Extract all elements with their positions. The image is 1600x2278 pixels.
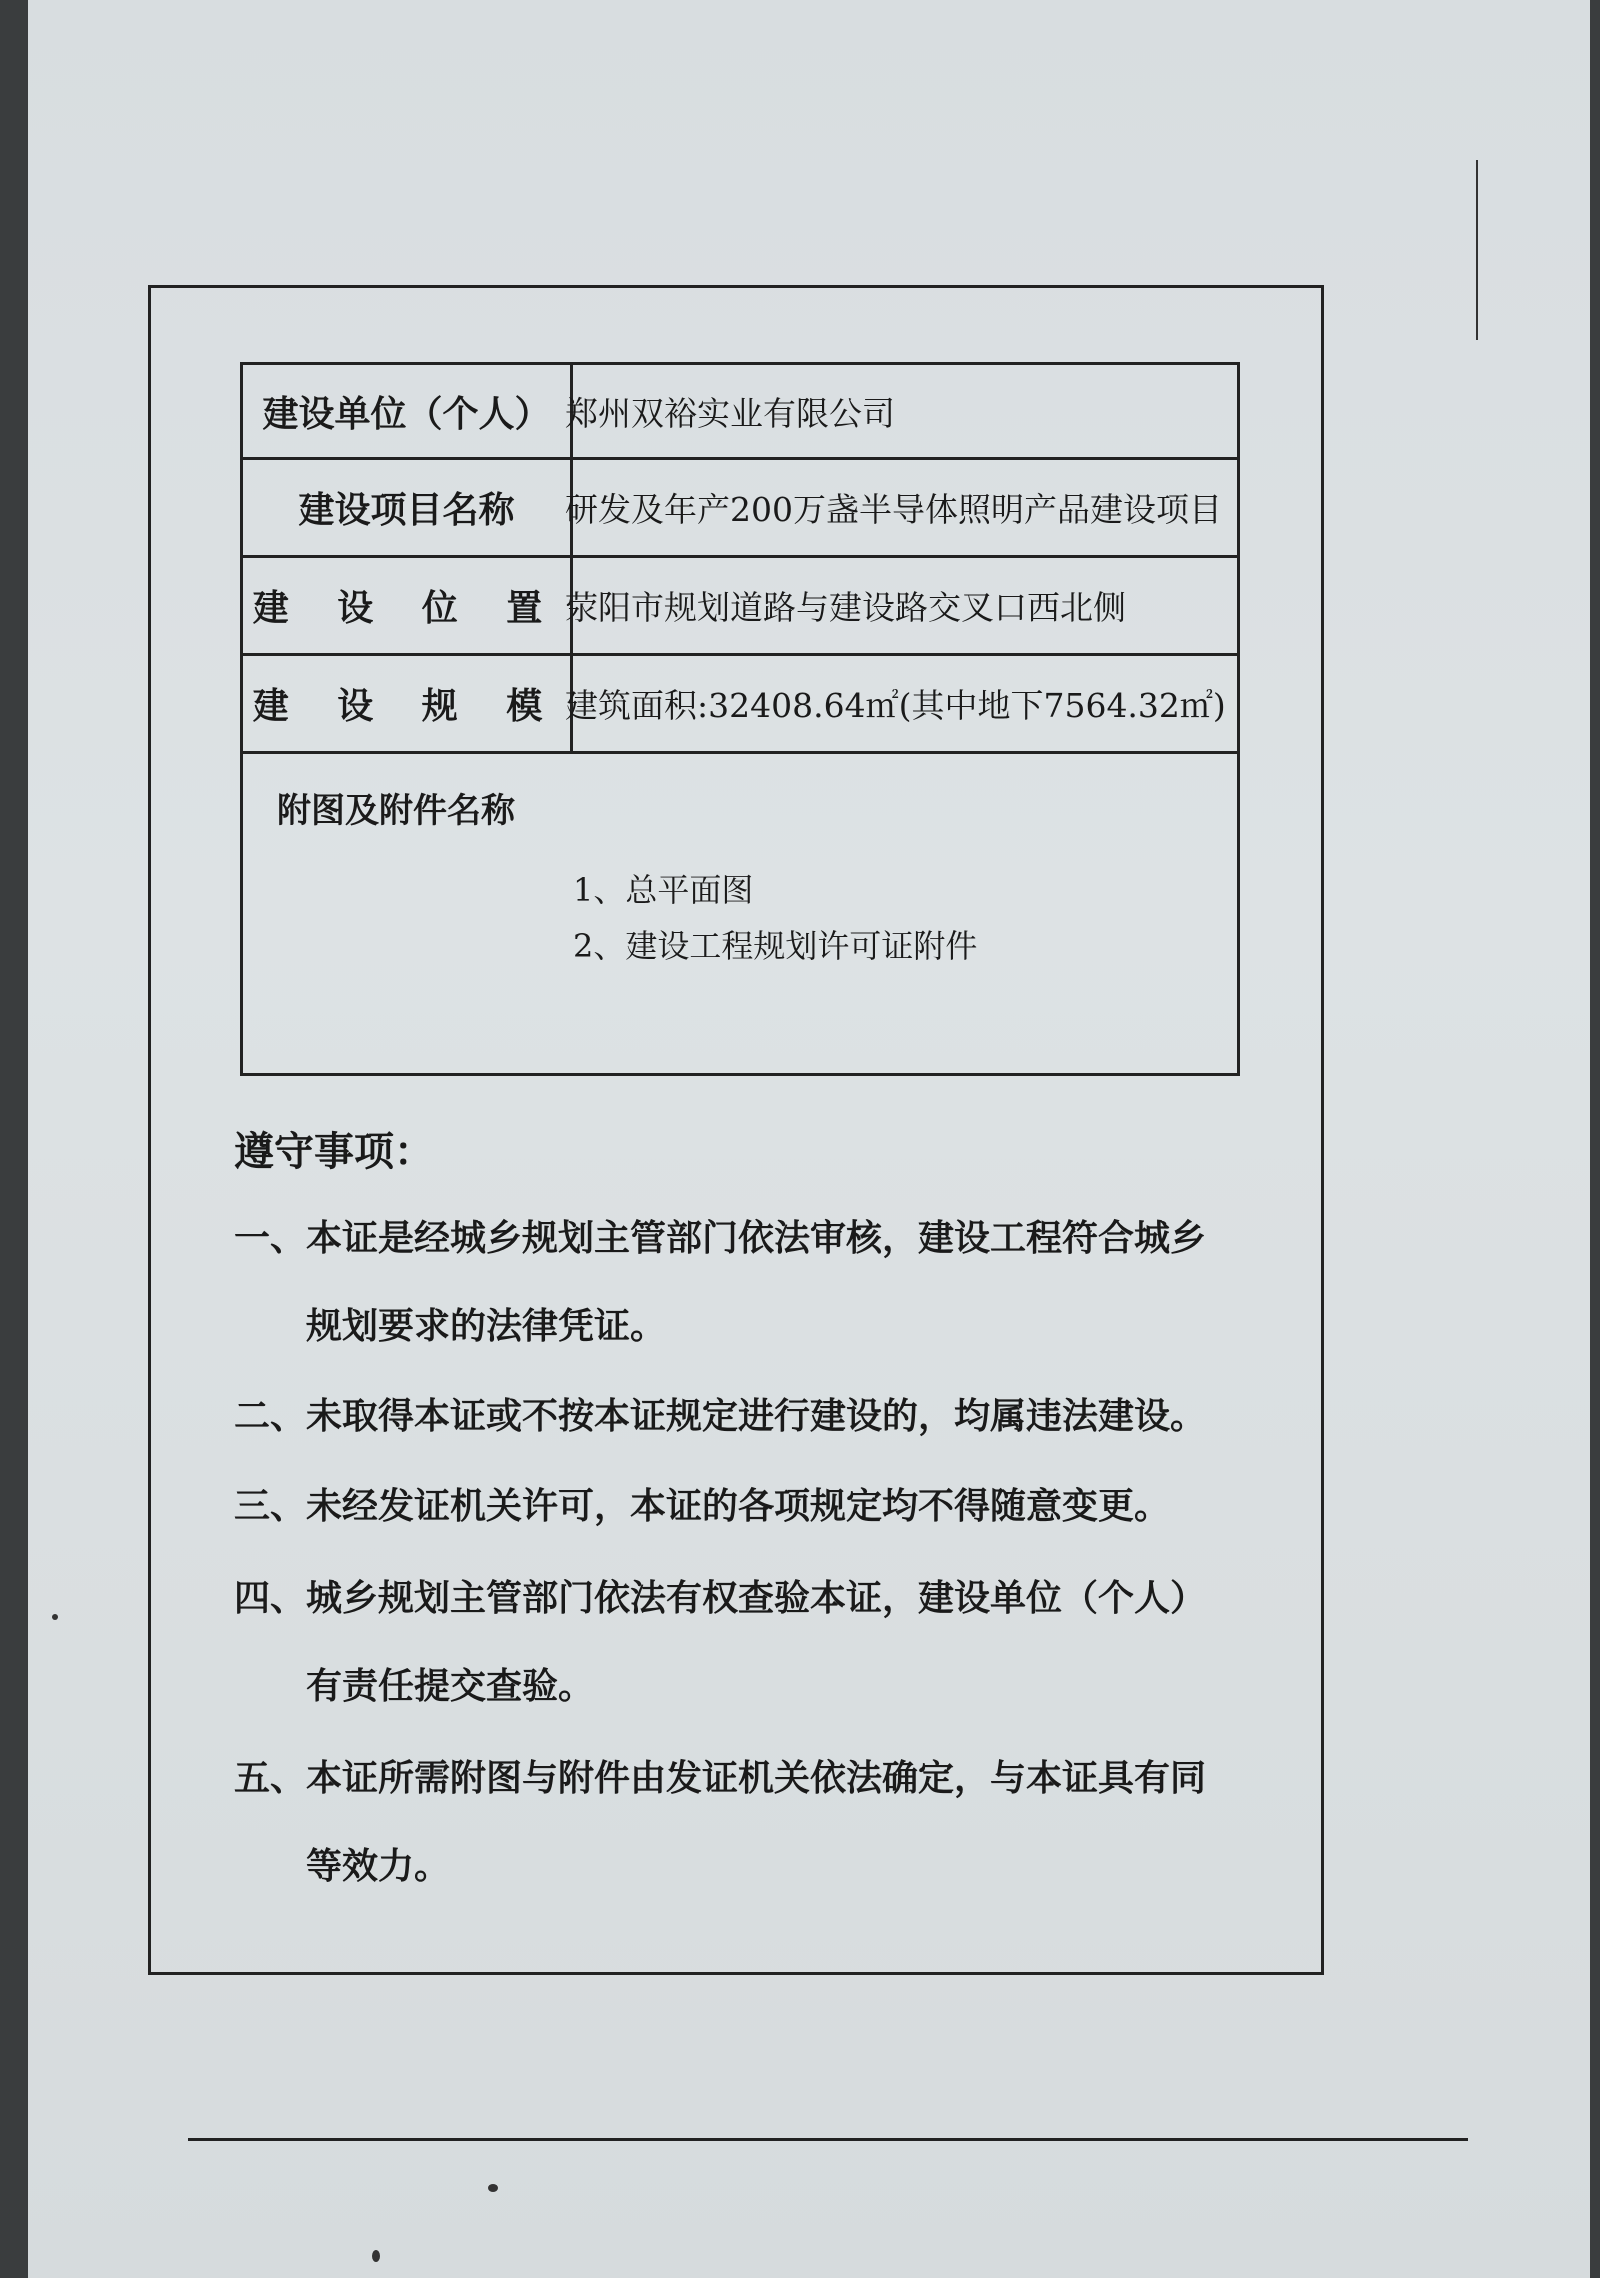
rules-title: 遵守事项： xyxy=(234,1129,434,1175)
attachment-item: 2、建设工程规划许可证附件 xyxy=(573,927,978,965)
project-info-table xyxy=(240,362,1240,1076)
rule-5-line-1: 五、本证所需附图与附件由发证机关依法确定，与本证具有同 xyxy=(234,1758,1207,1799)
rule-1-line-2: 规划要求的法律凭证。 xyxy=(306,1306,667,1347)
table-row-project-name xyxy=(243,460,1237,558)
row-label: 建 设 规 模 xyxy=(243,656,573,751)
row-value: 荥阳市规划道路与建设路交叉口西北侧 xyxy=(565,588,1126,627)
row-value: 郑州双裕实业有限公司 xyxy=(565,393,895,433)
paper-speck xyxy=(488,2184,498,2192)
table-row-location xyxy=(243,558,1237,656)
margin-rule xyxy=(1476,160,1478,340)
row-value: 建筑面积:32408.64㎡(其中地下7564.32㎡) xyxy=(565,686,1226,725)
rule-3: 三、未经发证机关许可，本证的各项规定均不得随意变更。 xyxy=(234,1486,1171,1527)
paper-speck xyxy=(52,1614,58,1620)
attachments-title: 附图及附件名称 xyxy=(277,791,515,831)
row-label: 建 设 位 置 xyxy=(243,558,573,653)
rule-5-line-2: 等效力。 xyxy=(306,1846,451,1887)
rule-1-line-1: 一、本证是经城乡规划主管部门依法审核，建设工程符合城乡 xyxy=(234,1218,1207,1259)
table-row-scale xyxy=(243,656,1237,754)
row-value: 研发及年产200万盏半导体照明产品建设项目 xyxy=(565,490,1222,529)
rule-4-line-2: 有责任提交查验。 xyxy=(306,1666,595,1707)
bottom-rule xyxy=(188,2138,1468,2141)
row-label: 建设单位（个人） xyxy=(243,365,573,457)
paper-speck xyxy=(372,2250,380,2262)
attachment-item: 1、总平面图 xyxy=(573,871,754,909)
rule-2: 二、未取得本证或不按本证规定进行建设的，均属违法建设。 xyxy=(234,1396,1207,1437)
row-label: 建设项目名称 xyxy=(243,460,573,555)
table-row-builder xyxy=(243,365,1237,460)
rule-4-line-1: 四、城乡规划主管部门依法有权查验本证，建设单位（个人） xyxy=(234,1578,1207,1619)
